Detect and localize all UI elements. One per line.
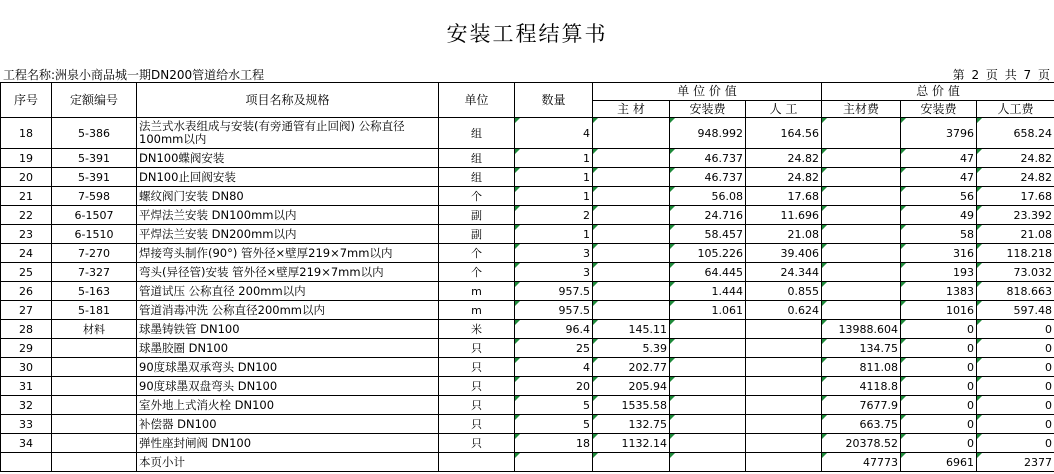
cell-code[interactable]: 6-1507: [52, 206, 137, 225]
cell-code[interactable]: 7-327: [52, 263, 137, 282]
cell-unit[interactable]: 只: [439, 396, 515, 415]
cell-item[interactable]: 管道试压 公称直径 200mm以内: [137, 282, 439, 301]
cell-install-fee-total[interactable]: 0: [901, 339, 977, 358]
settlement-table: [0, 82, 1054, 472]
cell-main-material[interactable]: 205.94: [593, 377, 670, 396]
cell-labor-fee[interactable]: 0: [977, 434, 1054, 453]
cell-main-material[interactable]: [593, 453, 670, 472]
cell-main-material[interactable]: [593, 263, 670, 282]
cell-install-fee-total[interactable]: 316: [901, 244, 977, 263]
cell-qty[interactable]: 3: [515, 263, 593, 282]
cell-item[interactable]: 弯头(异径管)安装 管外径×壁厚219×7mm以内: [137, 263, 439, 282]
cell-seq[interactable]: 22: [1, 206, 52, 225]
cell-unit[interactable]: m: [439, 301, 515, 320]
cell-install-fee-total[interactable]: 1383: [901, 282, 977, 301]
cell-install-fee[interactable]: [670, 396, 746, 415]
cell-labor-fee[interactable]: 658.24: [977, 118, 1054, 149]
cell-seq[interactable]: 24: [1, 244, 52, 263]
table-row[interactable]: [1, 453, 1054, 472]
cell-qty[interactable]: 20: [515, 377, 593, 396]
cell-install-fee-total[interactable]: 0: [901, 358, 977, 377]
cell-main-material-fee[interactable]: [822, 206, 901, 225]
cell-seq[interactable]: 19: [1, 149, 52, 168]
table-row[interactable]: [1, 339, 1054, 358]
cell-labor[interactable]: 24.344: [746, 263, 822, 282]
cell-main-material-fee[interactable]: [822, 118, 901, 149]
cell-install-fee[interactable]: [670, 415, 746, 434]
table-row[interactable]: [1, 358, 1054, 377]
cell-item[interactable]: 室外地上式消火栓 DN100: [137, 396, 439, 415]
cell-main-material[interactable]: 202.77: [593, 358, 670, 377]
cell-labor-fee[interactable]: 0: [977, 358, 1054, 377]
cell-seq[interactable]: 26: [1, 282, 52, 301]
cell-install-fee[interactable]: 948.992: [670, 118, 746, 149]
cell-item[interactable]: 90度球墨双承弯头 DN100: [137, 358, 439, 377]
header-install-fee[interactable]: 安装费: [670, 101, 746, 118]
cell-item[interactable]: 平焊法兰安装 DN100mm以内: [137, 206, 439, 225]
cell-main-material[interactable]: 1132.14: [593, 434, 670, 453]
cell-labor-fee[interactable]: 24.82: [977, 168, 1054, 187]
cell-qty[interactable]: 1: [515, 225, 593, 244]
table-row[interactable]: [1, 301, 1054, 320]
cell-unit[interactable]: 组: [439, 118, 515, 149]
cell-main-material-fee[interactable]: [822, 149, 901, 168]
cell-main-material[interactable]: [593, 168, 670, 187]
table-row[interactable]: [1, 434, 1054, 453]
cell-install-fee-total[interactable]: 47: [901, 168, 977, 187]
cell-install-fee[interactable]: [670, 358, 746, 377]
cell-item[interactable]: 补偿器 DN100: [137, 415, 439, 434]
table-row[interactable]: [1, 118, 1054, 149]
header-labor[interactable]: 人 工: [746, 101, 822, 118]
header-seq[interactable]: 序号: [1, 83, 52, 118]
cell-labor[interactable]: 11.696: [746, 206, 822, 225]
cell-seq[interactable]: 25: [1, 263, 52, 282]
cell-unit[interactable]: 米: [439, 320, 515, 339]
cell-unit[interactable]: m: [439, 282, 515, 301]
cell-item[interactable]: 螺纹阀门安装 DN80: [137, 187, 439, 206]
cell-main-material[interactable]: [593, 301, 670, 320]
cell-install-fee[interactable]: 105.226: [670, 244, 746, 263]
cell-code[interactable]: 7-270: [52, 244, 137, 263]
cell-main-material[interactable]: [593, 244, 670, 263]
cell-main-material-fee[interactable]: 4118.8: [822, 377, 901, 396]
table-row[interactable]: [1, 206, 1054, 225]
cell-main-material-fee[interactable]: 20378.52: [822, 434, 901, 453]
cell-seq[interactable]: 34: [1, 434, 52, 453]
cell-qty[interactable]: 957.5: [515, 301, 593, 320]
cell-unit[interactable]: 只: [439, 339, 515, 358]
cell-seq[interactable]: 20: [1, 168, 52, 187]
cell-qty[interactable]: 5: [515, 415, 593, 434]
cell-unit[interactable]: 组: [439, 168, 515, 187]
cell-labor-fee[interactable]: 2377: [977, 453, 1054, 472]
header-unit[interactable]: 单位: [439, 83, 515, 118]
cell-unit[interactable]: 副: [439, 225, 515, 244]
header-item[interactable]: 项目名称及规格: [137, 83, 439, 118]
cell-qty[interactable]: 4: [515, 358, 593, 377]
cell-main-material-fee[interactable]: 7677.9: [822, 396, 901, 415]
cell-main-material[interactable]: 132.75: [593, 415, 670, 434]
header-qty[interactable]: 数量: [515, 83, 593, 118]
cell-item[interactable]: 焊接弯头制作(90°) 管外径×壁厚219×7mm以内: [137, 244, 439, 263]
cell-qty[interactable]: 2: [515, 206, 593, 225]
header-main-material-fee[interactable]: 主材费: [822, 101, 901, 118]
cell-seq[interactable]: 27: [1, 301, 52, 320]
header-total-price[interactable]: 总 价 值: [822, 83, 1054, 101]
cell-code[interactable]: 5-386: [52, 118, 137, 149]
cell-labor[interactable]: 24.82: [746, 149, 822, 168]
cell-labor-fee[interactable]: 73.032: [977, 263, 1054, 282]
cell-install-fee-total[interactable]: 0: [901, 320, 977, 339]
page-indicator: 第 2 页 共 7 页: [952, 68, 1050, 82]
cell-labor-fee[interactable]: 0: [977, 415, 1054, 434]
cell-code[interactable]: 材料: [52, 320, 137, 339]
cell-code[interactable]: [52, 377, 137, 396]
table-row[interactable]: [1, 168, 1054, 187]
cell-install-fee-total[interactable]: 1016: [901, 301, 977, 320]
cell-item[interactable]: DN100止回阀安装: [137, 168, 439, 187]
table-row[interactable]: [1, 415, 1054, 434]
cell-unit[interactable]: 只: [439, 358, 515, 377]
cell-code[interactable]: 5-391: [52, 168, 137, 187]
cell-main-material[interactable]: [593, 206, 670, 225]
table-row[interactable]: [1, 244, 1054, 263]
cell-item[interactable]: 本页小计: [137, 453, 439, 472]
cell-labor-fee[interactable]: 23.392: [977, 206, 1054, 225]
cell-qty[interactable]: 1: [515, 168, 593, 187]
table-row[interactable]: [1, 396, 1054, 415]
cell-unit[interactable]: 只: [439, 377, 515, 396]
cell-unit[interactable]: 个: [439, 187, 515, 206]
cell-labor-fee[interactable]: 818.663: [977, 282, 1054, 301]
cell-labor-fee[interactable]: 597.48: [977, 301, 1054, 320]
cell-code[interactable]: [52, 358, 137, 377]
cell-unit[interactable]: 个: [439, 263, 515, 282]
cell-install-fee-total[interactable]: 0: [901, 434, 977, 453]
cell-labor[interactable]: [746, 320, 822, 339]
cell-qty[interactable]: 1: [515, 149, 593, 168]
cell-code[interactable]: 5-391: [52, 149, 137, 168]
table-row[interactable]: [1, 187, 1054, 206]
cell-main-material-fee[interactable]: 663.75: [822, 415, 901, 434]
cell-unit[interactable]: 只: [439, 415, 515, 434]
cell-main-material-fee[interactable]: [822, 187, 901, 206]
cell-install-fee-total[interactable]: 6961: [901, 453, 977, 472]
cell-seq[interactable]: 21: [1, 187, 52, 206]
cell-main-material-fee[interactable]: [822, 168, 901, 187]
cell-labor[interactable]: 0.624: [746, 301, 822, 320]
cell-main-material-fee[interactable]: [822, 263, 901, 282]
cell-item[interactable]: 平焊法兰安装 DN200mm以内: [137, 225, 439, 244]
cell-main-material[interactable]: [593, 149, 670, 168]
cell-labor[interactable]: [746, 358, 822, 377]
cell-seq[interactable]: 30: [1, 358, 52, 377]
cell-install-fee[interactable]: [670, 453, 746, 472]
cell-labor-fee[interactable]: 0: [977, 377, 1054, 396]
cell-install-fee-total[interactable]: 58: [901, 225, 977, 244]
cell-install-fee[interactable]: [670, 320, 746, 339]
cell-labor-fee[interactable]: 0: [977, 396, 1054, 415]
header-labor-fee[interactable]: 人工费: [977, 101, 1054, 118]
cell-unit[interactable]: 只: [439, 434, 515, 453]
cell-code[interactable]: [52, 434, 137, 453]
table-row[interactable]: [1, 263, 1054, 282]
header-code[interactable]: 定额编号: [52, 83, 137, 118]
table-row[interactable]: [1, 282, 1054, 301]
header-install-fee-total[interactable]: 安装费: [901, 101, 977, 118]
cell-item[interactable]: 球墨铸铁管 DN100: [137, 320, 439, 339]
cell-install-fee-total[interactable]: 0: [901, 415, 977, 434]
cell-seq[interactable]: 18: [1, 118, 52, 149]
cell-install-fee[interactable]: [670, 434, 746, 453]
cell-item[interactable]: 90度球墨双盘弯头 DN100: [137, 377, 439, 396]
cell-seq[interactable]: 23: [1, 225, 52, 244]
cell-main-material[interactable]: [593, 118, 670, 149]
cell-code[interactable]: [52, 339, 137, 358]
cell-seq[interactable]: 31: [1, 377, 52, 396]
cell-labor-fee[interactable]: 118.218: [977, 244, 1054, 263]
cell-install-fee[interactable]: [670, 339, 746, 358]
cell-code[interactable]: 5-181: [52, 301, 137, 320]
cell-qty[interactable]: [515, 453, 593, 472]
document-title: 安装工程结算书: [446, 22, 608, 46]
cell-main-material-fee[interactable]: 134.75: [822, 339, 901, 358]
table-row[interactable]: [1, 149, 1054, 168]
cell-labor[interactable]: 39.406: [746, 244, 822, 263]
cell-code[interactable]: 7-598: [52, 187, 137, 206]
cell-seq[interactable]: 32: [1, 396, 52, 415]
cell-labor[interactable]: [746, 453, 822, 472]
cell-labor[interactable]: 21.08: [746, 225, 822, 244]
cell-main-material[interactable]: [593, 282, 670, 301]
cell-main-material-fee[interactable]: [822, 225, 901, 244]
cell-main-material-fee[interactable]: [822, 244, 901, 263]
cell-labor[interactable]: [746, 377, 822, 396]
cell-labor-fee[interactable]: 24.82: [977, 149, 1054, 168]
cell-install-fee[interactable]: 46.737: [670, 168, 746, 187]
cell-unit[interactable]: 个: [439, 244, 515, 263]
cell-main-material[interactable]: 1535.58: [593, 396, 670, 415]
table-row[interactable]: [1, 377, 1054, 396]
cell-main-material-fee[interactable]: 13988.604: [822, 320, 901, 339]
cell-install-fee-total[interactable]: 56: [901, 187, 977, 206]
cell-install-fee-total[interactable]: 49: [901, 206, 977, 225]
cell-install-fee[interactable]: [670, 377, 746, 396]
cell-install-fee[interactable]: 1.061: [670, 301, 746, 320]
cell-main-material-fee[interactable]: 47773: [822, 453, 901, 472]
table-row[interactable]: [1, 320, 1054, 339]
cell-seq[interactable]: 28: [1, 320, 52, 339]
cell-main-material[interactable]: [593, 225, 670, 244]
cell-labor-fee[interactable]: 17.68: [977, 187, 1054, 206]
cell-code[interactable]: [52, 396, 137, 415]
cell-labor[interactable]: [746, 415, 822, 434]
cell-qty[interactable]: 957.5: [515, 282, 593, 301]
cell-qty[interactable]: 25: [515, 339, 593, 358]
cell-code[interactable]: [52, 453, 137, 472]
cell-install-fee[interactable]: 24.716: [670, 206, 746, 225]
cell-labor[interactable]: [746, 396, 822, 415]
cell-main-material[interactable]: [593, 187, 670, 206]
cell-install-fee[interactable]: 1.444: [670, 282, 746, 301]
cell-qty[interactable]: 5: [515, 396, 593, 415]
header-main-material[interactable]: 主 材: [593, 101, 670, 118]
header-unit-price[interactable]: 单 位 价 值: [593, 83, 822, 101]
cell-main-material-fee[interactable]: 811.08: [822, 358, 901, 377]
cell-seq[interactable]: [1, 453, 52, 472]
cell-install-fee[interactable]: 64.445: [670, 263, 746, 282]
cell-labor[interactable]: [746, 339, 822, 358]
cell-main-material-fee[interactable]: [822, 282, 901, 301]
cell-install-fee[interactable]: 58.457: [670, 225, 746, 244]
cell-main-material[interactable]: 145.11: [593, 320, 670, 339]
cell-labor[interactable]: 24.82: [746, 168, 822, 187]
cell-labor[interactable]: 164.56: [746, 118, 822, 149]
cell-install-fee-total[interactable]: 193: [901, 263, 977, 282]
cell-unit[interactable]: [439, 453, 515, 472]
cell-item[interactable]: 管道消毒冲洗 公称直径200mm以内: [137, 301, 439, 320]
cell-labor-fee[interactable]: 21.08: [977, 225, 1054, 244]
cell-qty[interactable]: 1: [515, 187, 593, 206]
cell-item[interactable]: DN100蝶阀安装: [137, 149, 439, 168]
cell-labor[interactable]: [746, 434, 822, 453]
cell-install-fee-total[interactable]: 47: [901, 149, 977, 168]
cell-item[interactable]: 弹性座封闸阀 DN100: [137, 434, 439, 453]
cell-code[interactable]: 5-163: [52, 282, 137, 301]
cell-install-fee[interactable]: 56.08: [670, 187, 746, 206]
cell-item[interactable]: 法兰式水表组成与安装(有旁通管有止回阀) 公称直径100mm以内: [137, 118, 439, 149]
table-body: [1, 118, 1054, 472]
cell-item[interactable]: 球墨胶圈 DN100: [137, 339, 439, 358]
cell-install-fee-total[interactable]: 3796: [901, 118, 977, 149]
table-row[interactable]: [1, 225, 1054, 244]
cell-qty[interactable]: 4: [515, 118, 593, 149]
cell-qty[interactable]: 3: [515, 244, 593, 263]
cell-main-material-fee[interactable]: [822, 301, 901, 320]
cell-labor-fee[interactable]: 0: [977, 320, 1054, 339]
cell-code[interactable]: 6-1510: [52, 225, 137, 244]
cell-install-fee-total[interactable]: 0: [901, 396, 977, 415]
cell-qty[interactable]: 18: [515, 434, 593, 453]
cell-labor[interactable]: 0.855: [746, 282, 822, 301]
cell-labor[interactable]: 17.68: [746, 187, 822, 206]
cell-seq[interactable]: 29: [1, 339, 52, 358]
cell-main-material[interactable]: 5.39: [593, 339, 670, 358]
cell-unit[interactable]: 组: [439, 149, 515, 168]
cell-labor-fee[interactable]: 0: [977, 339, 1054, 358]
cell-install-fee[interactable]: 46.737: [670, 149, 746, 168]
cell-seq[interactable]: 33: [1, 415, 52, 434]
cell-qty[interactable]: 96.4: [515, 320, 593, 339]
cell-code[interactable]: [52, 415, 137, 434]
project-name: 工程名称:洲泉小商品城一期DN200管道给水工程: [3, 68, 265, 82]
cell-unit[interactable]: 副: [439, 206, 515, 225]
cell-install-fee-total[interactable]: 0: [901, 377, 977, 396]
